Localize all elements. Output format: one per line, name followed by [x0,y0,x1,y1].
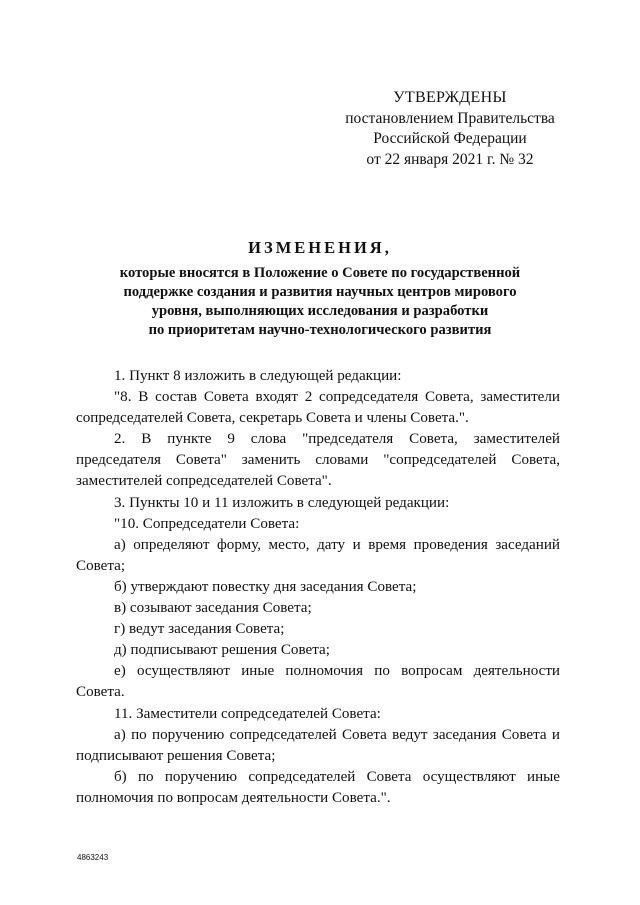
approval-line-2: Российской Федерации [373,130,527,147]
paragraph: е) осуществляют иные полномочия по вопросам деятельности Совета. [76,663,560,701]
approval-line-1: постановлением Правительства [345,109,555,127]
approval-heading: УТВЕРЖДЕНЫ [393,89,507,106]
paragraph: в) созывают заседания Совета; [114,600,312,617]
document-subtitle-line-2: поддержке создания и развития научных центров мирового [123,284,517,300]
paragraph: а) по поручению сопредседателей Совета ведут заседания Совета и подписывают решения Совета; [76,726,560,764]
document-title: ИЗМЕНЕНИЯ, [248,238,392,257]
document-title-block [60,238,580,340]
paragraph: б) утверждают повестку дня заседания Совета; [114,578,417,595]
paragraph: г) ведут заседания Совета; [114,621,285,638]
document-subtitle-line-3: уровня, выполняющих исследования и разработки [151,303,489,319]
paragraph: б) по поручению сопредседателей Совета осуществляют иные полномочия по вопросам деятельности Совета.". [76,768,560,806]
paragraph: д) подписывают решения Совета; [114,642,330,659]
document-subtitle-line-1: которые вносятся в Положение о Совете по государственной [119,265,521,281]
paragraph: 1. Пункт 8 изложить в следующей редакции: [114,368,402,384]
paragraph: 3. Пункты 10 и 11 изложить в следующей редакции: [114,494,450,511]
document-body [76,366,560,809]
document-subtitle-line-4: по приоритетам научно-технологического развития [148,322,492,338]
paragraph: "8. В состав Совета входят 2 сопредседателя Совета, заместители сопредседателей Совета, секретарь Совета и члены Совета.". [76,389,560,427]
paragraph: а) определяют форму, место, дату и время проведения заседаний Совета; [76,536,560,574]
document-number: 4863243 [77,853,109,862]
approval-line-3: от 22 января 2021 г. № 32 [366,150,534,168]
paragraph: 2. В пункте 9 слова "председателя Совета, заместителей председателя Совета" заменить словами "сопредседателей Совета, заместителей сопредседателей Совета". [76,431,560,490]
approval-stamp [330,88,570,170]
paragraph: "10. Сопредседатели Совета: [114,515,300,532]
paragraph: 11. Заместители сопредседателей Совета: [114,705,381,722]
